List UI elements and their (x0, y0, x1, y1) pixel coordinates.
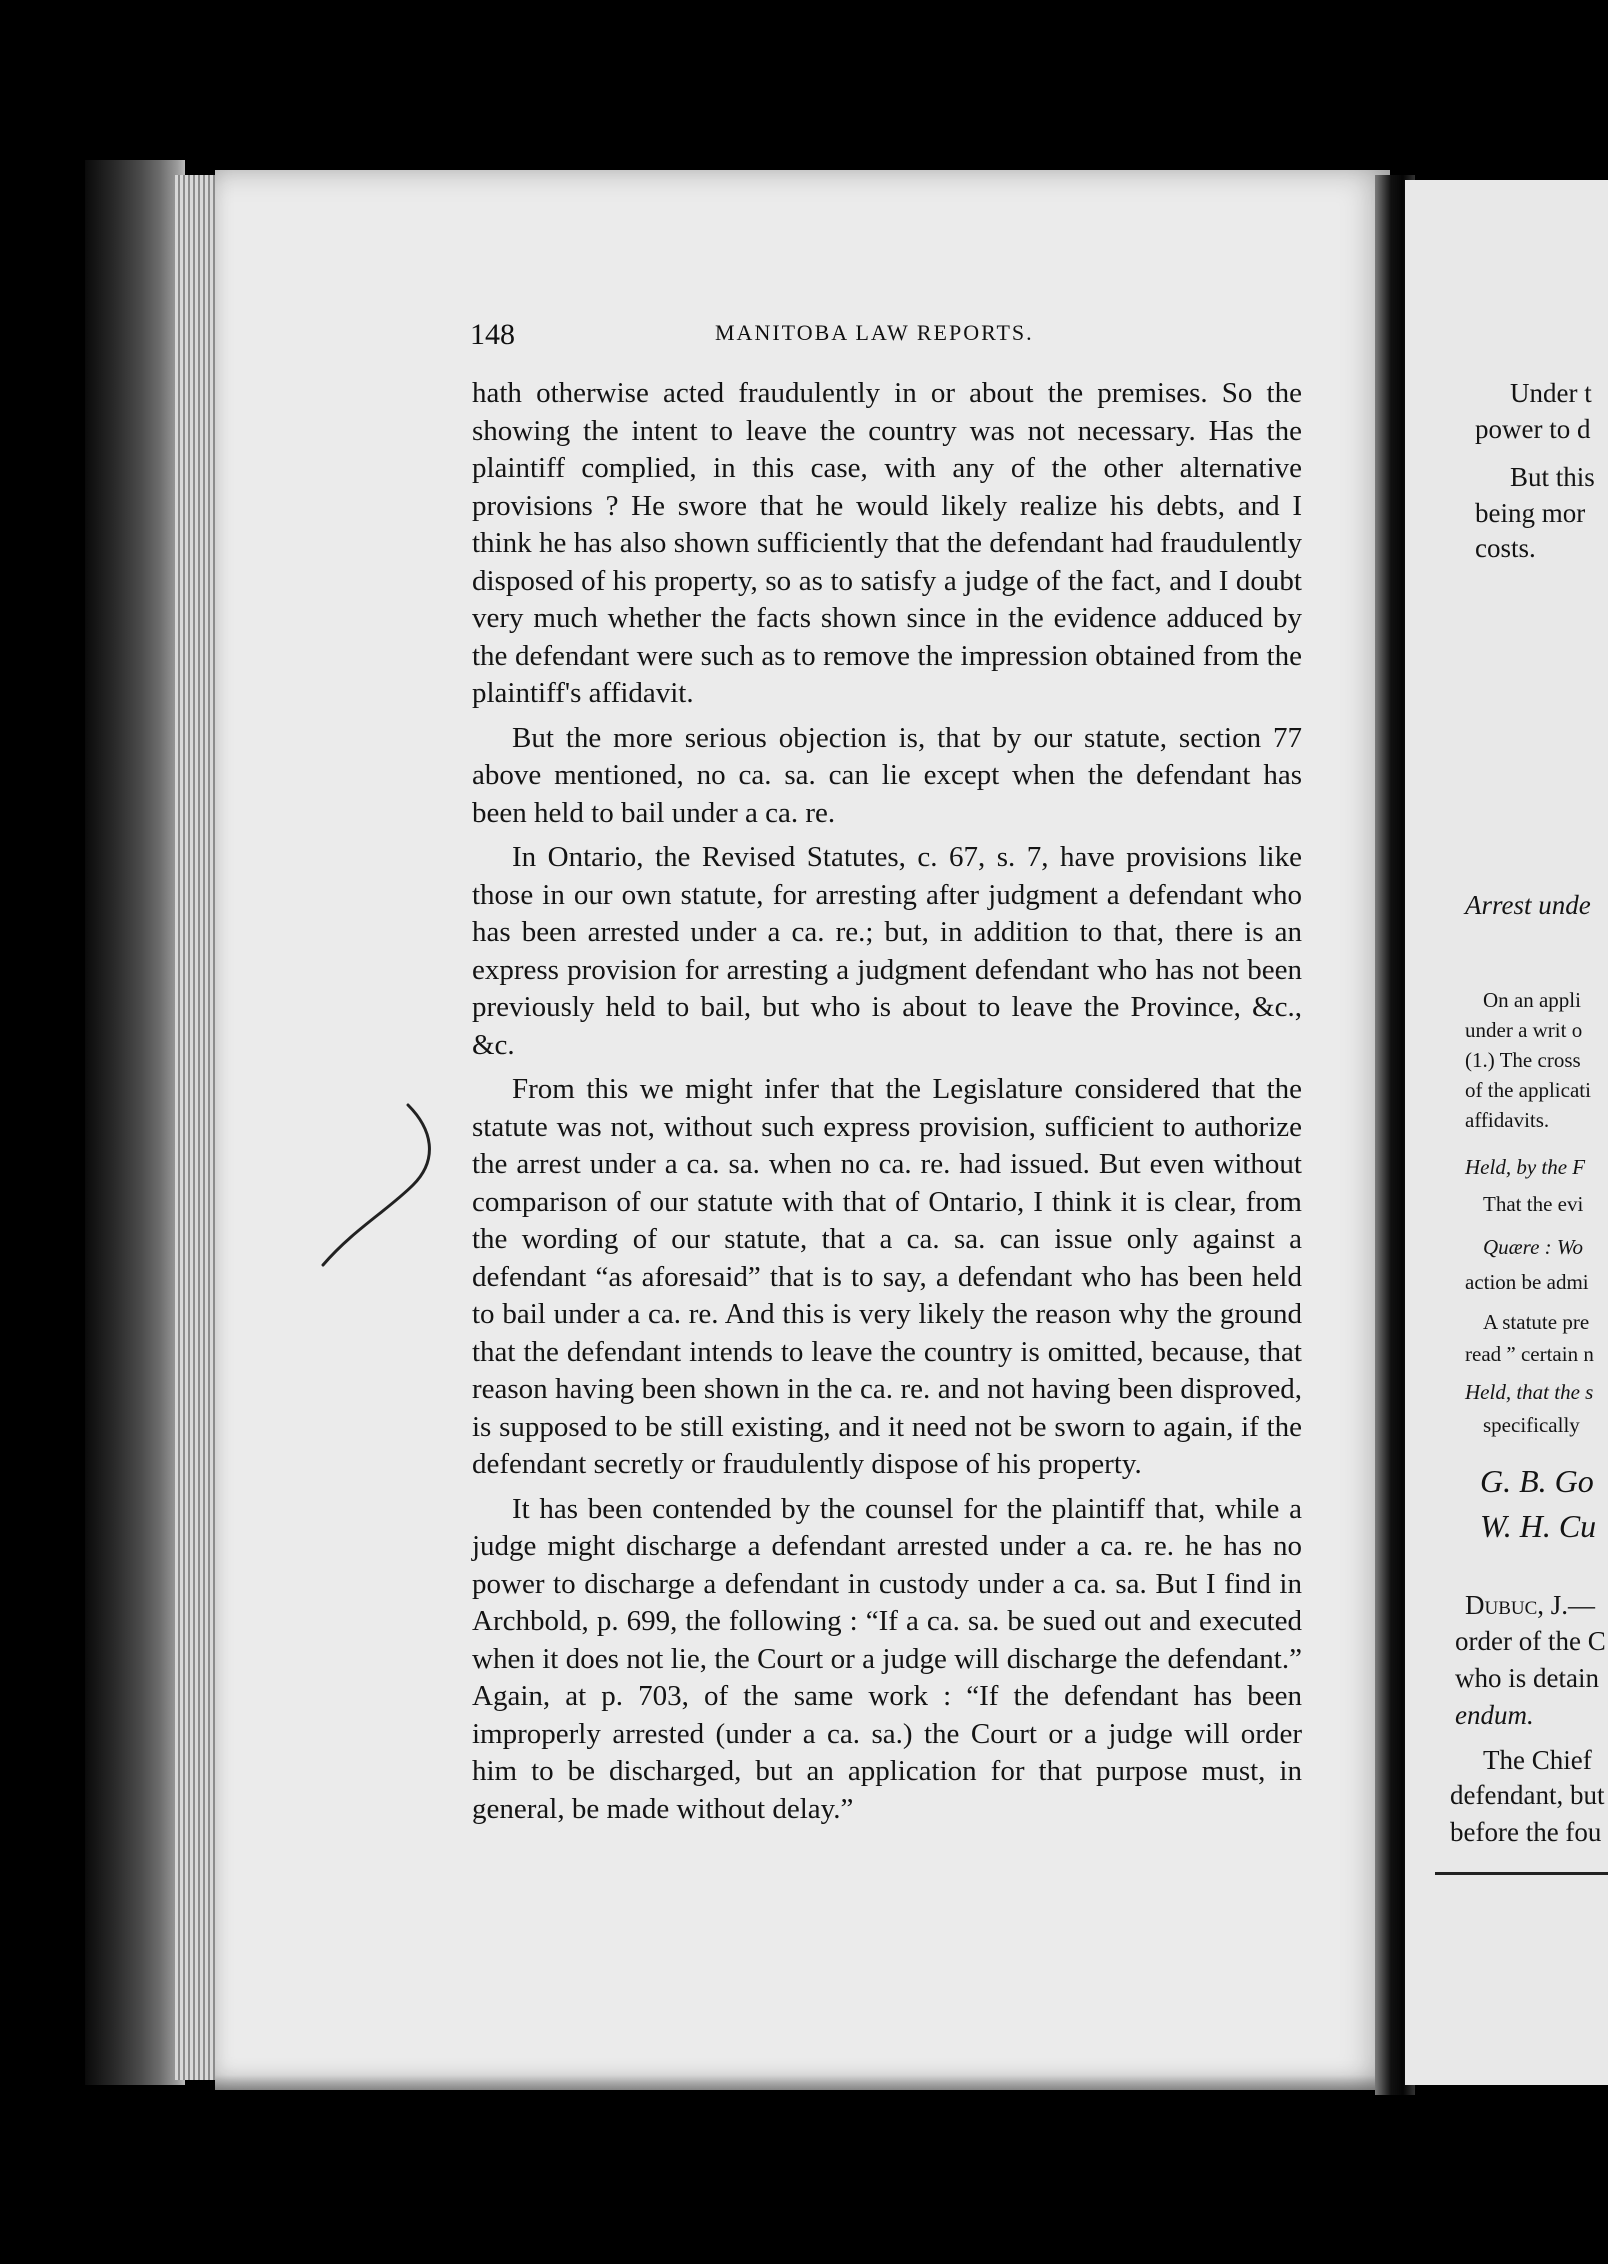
right-line: Held, by the F (1465, 1155, 1586, 1179)
page-number: 148 (470, 318, 515, 351)
right-line: before the fou (1450, 1817, 1602, 1847)
right-line: of the applicati (1465, 1078, 1591, 1102)
pencil-margin-mark (318, 1100, 438, 1270)
right-line: costs. (1475, 533, 1536, 563)
right-line: defendant, but (1450, 1780, 1605, 1810)
paragraph-5: It has been contended by the counsel for the plaintiff that, while a judge might discharge a defendant arrested under a ca. re. he has no power to discharge a defendant in custody under a ca. sa. But I find in Archbold, p. 699, the following : “If a ca. sa. be sued out and executed when it does not lie, the Court or a judge will discharge the defendant.” Again, at p. 703, of the same work : “If the defendant has been improperly arrested (under a ca. sa.) the Court or a judge will order him to be discharged, but an application for that purpose must, in general, be made without delay.” (472, 1492, 1302, 1825)
right-line: power to d (1475, 414, 1591, 444)
right-line: Under t (1510, 378, 1592, 408)
running-head: MANITOBA LAW REPORTS. (715, 320, 1034, 345)
right-line: action be admi (1465, 1270, 1589, 1294)
right-line: who is detain (1455, 1663, 1599, 1693)
paragraph-1: hath otherwise acted fraudulently in or about the premises. So the showing the intent to leave the country was not necessary. Has the plaintiff complied, in this case, with any of the other alternative provisions ? He swore that he would likely realize his debts, and I think he has also shown sufficiently that the defendant had fraudulently disposed of his property, so as to satisfy a judge of the fact, and I doubt very much whether the facts shown since in the evidence adduced by the defendant were such as to remove the impression obtained from the plaintiff's affidavit. (472, 377, 1302, 709)
right-line: affidavits. (1465, 1108, 1550, 1132)
section-rule (1435, 1872, 1608, 1875)
right-line: W. H. Cu (1480, 1508, 1597, 1544)
right-line: being mor (1475, 498, 1586, 528)
right-line: Arrest unde (1465, 890, 1591, 920)
right-line: G. B. Go (1480, 1463, 1594, 1499)
right-line: (1.) The cross (1465, 1048, 1581, 1072)
right-line: The Chief (1483, 1745, 1592, 1775)
body-text (472, 375, 1302, 1835)
paragraph-4: From this we might infer that the Legislature considered that the statute was not, without such express provision, sufficient to authorize the arrest under a ca. sa. when no ca. re. had issued. But even without comparison of our statute with that of Ontario, I think it is clear, from the wording of our statute, that a ca. sa. can issue only against a defendant “as aforesaid” that is to say, a defendant who has been held to bail under a ca. re. And this is very likely the reason why the ground that the defendant intends to leave the country is omitted, because, that reason having been shown in the ca. re. and not having been disproved, is supposed to be still existing, and it need not be sworn to again, if the defendant secretly or fraudulently dispose of his property. (472, 1073, 1302, 1480)
book-edge (85, 160, 185, 2085)
paragraph-3: In Ontario, the Revised Statutes, c. 67, s. 7, have provisions like those in our own statute, for arresting after judgment a defendant who has been arrested under a ca. re.; but, in addition to that, there is an express provision for arresting a judgment defendant who has not been previously held to bail, but who is about to leave the Province, &c., &c. (472, 841, 1302, 1061)
right-line: That the evi (1483, 1192, 1584, 1216)
right-line: A statute pre (1483, 1310, 1590, 1334)
right-line: But this (1510, 462, 1595, 492)
page-bottom-shadow (215, 2075, 1390, 2095)
right-line: specifically (1483, 1413, 1580, 1437)
right-line: On an appli (1483, 988, 1581, 1012)
right-page (1405, 180, 1608, 2085)
right-line: Quære : Wo (1483, 1235, 1583, 1259)
page-edges (175, 175, 215, 2080)
right-line: Dubuc, J.— (1465, 1590, 1596, 1620)
paragraph-2: But the more serious objection is, that by our statute, section 77 above mentioned, no ca. sa. can lie except when the defendant has been held to bail under a ca. re. (472, 721, 1302, 829)
right-line: under a writ o (1465, 1018, 1583, 1042)
right-line: read ” certain n (1465, 1342, 1594, 1366)
right-line: endum. (1455, 1700, 1534, 1730)
right-line: order of the C (1455, 1626, 1606, 1656)
right-line: Held, that the s (1465, 1380, 1594, 1404)
